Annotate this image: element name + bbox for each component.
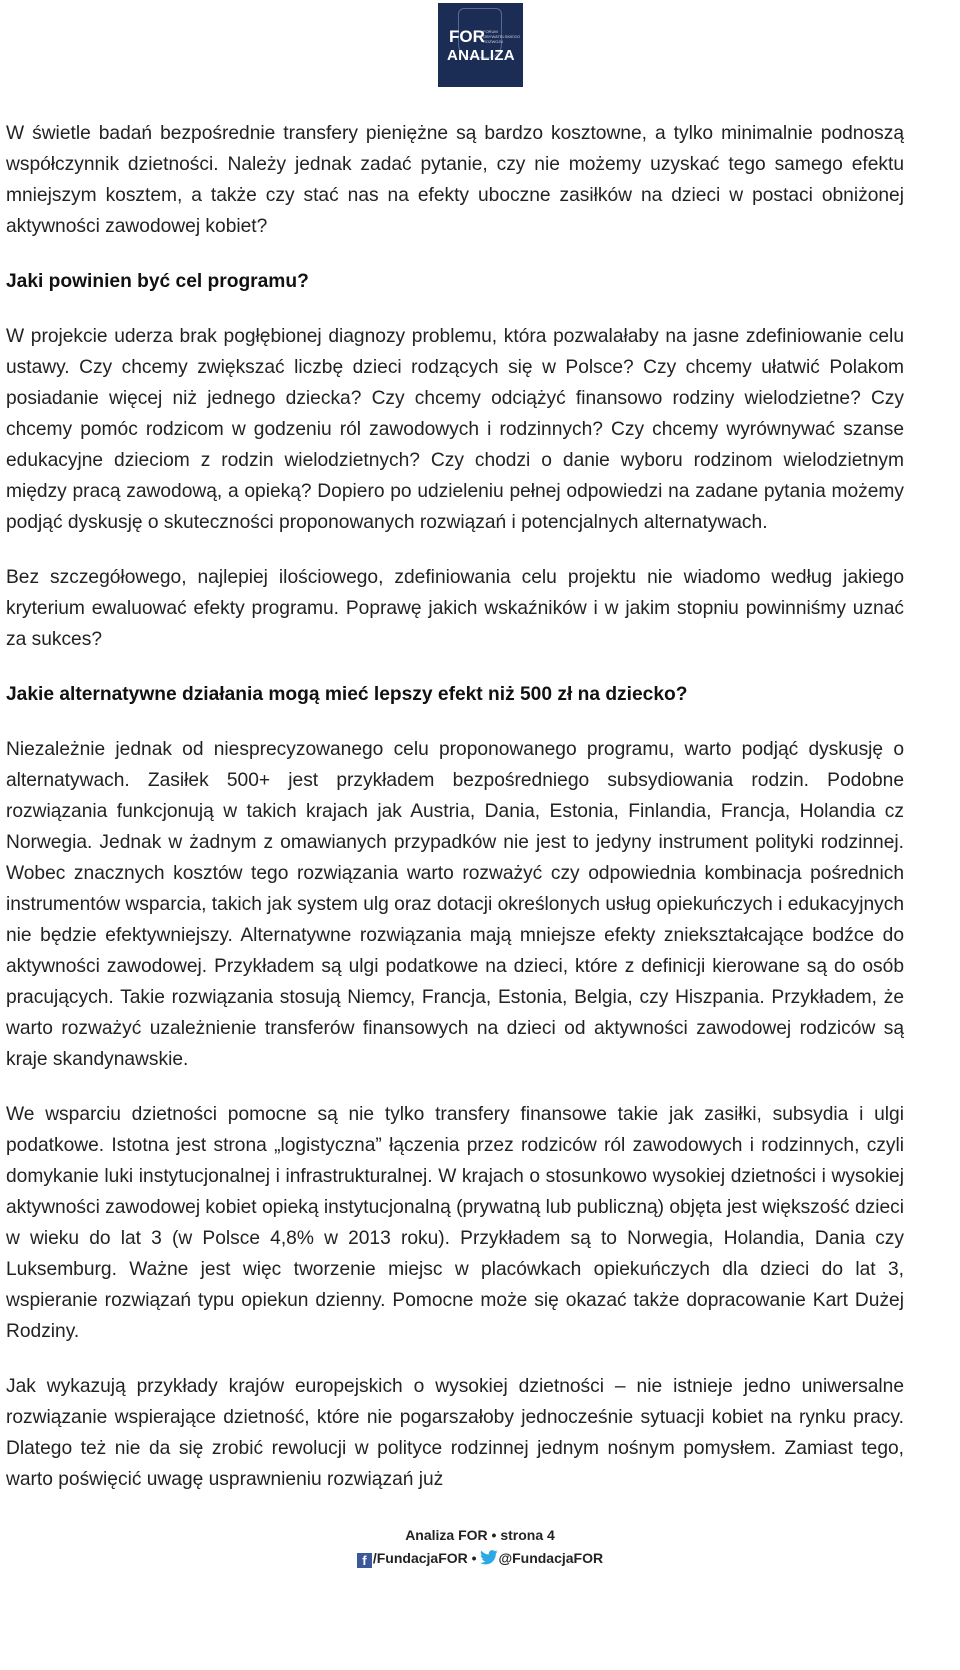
page-number-label: Analiza FOR • strona 4 (405, 1527, 555, 1543)
paragraph: W świetle badań bezpośrednie transfery pieniężne są bardzo kosztowne, a tylko minimalnie podnoszą współczynnik dzietności. Należy jednak zadać pytanie, czy nie możemy uzyskać tego samego efektu mniejszym kosztem, a także czy stać nas na efekty uboczne zasiłków na dzieci w postaci obniżonej aktywności zawodowej kobiet? (6, 123, 904, 237)
twitter-icon (480, 1550, 498, 1565)
logo-analiza-text: ANALIZA (447, 47, 515, 64)
section-heading: Jakie alternatywne działania mogą mieć lepszy efekt niż 500 zł na dziecko? (6, 684, 688, 705)
document-body (6, 118, 904, 1495)
paragraph: Niezależnie jednak od niesprecyzowanego celu proponowanego programu, warto podjąć dyskusję o alternatywach. Zasiłek 500+ jest przykładem bezpośredniego subsydiowania rodzin. Podobne rozwiązania funkcjonują w takich krajach jak Austria, Dania, Estonia, Finlandia, Francja, Holandia cz Norwegia. Jednak w żadnym z omawianych przypadków nie jest to jedyny instrument polityki rodzinnej. Wobec znacznych kosztów tego rozwiązania warto rozważyć czy odpowiednia kombinacja pośrednich instrumentów wsparcia, takich jak system ulg oraz dotacji określonych usług opiekuńczych i edukacyjnych nie będzie efektywniejszy. Alternatywne rozwiązania mają mniejsze efekty zniekształcające bodźce do aktywności zawodowej. Przykładem są ulgi podatkowe na dzieci, które z definicji kierowane są do osób pracujących. Takie rozwiązania stosują Niemcy, Francja, Estonia, Belgia, czy Hiszpania. Przykładem, że warto rozważyć uzależnienie transferów finansowych na dzieci od aktywności zawodowej rodziców są kraje skandynawskie. (6, 739, 904, 1070)
section-heading: Jaki powinien być cel programu? (6, 271, 309, 292)
footer-separator: • (471, 1550, 477, 1566)
facebook-icon: f (357, 1553, 372, 1568)
page-footer (0, 1527, 960, 1543)
facebook-handle[interactable]: /FundacjaFOR (372, 1550, 468, 1566)
for-analiza-logo (438, 3, 523, 87)
paragraph: Bez szczegółowego, najlepiej ilościowego, zdefiniowania celu projektu nie wiadomo według jakiego kryterium ewaluować efekty programu. Poprawę jakich wskaźników i w jakim stopniu powinniśmy uznać za sukces? (6, 567, 904, 650)
logo-for-text: FOR (449, 27, 485, 46)
logo-subtitle: FORUM OBYWATELSKIEGO ROZWOJU (483, 29, 521, 44)
twitter-handle[interactable]: @FundacjaFOR (498, 1550, 604, 1566)
paragraph: Jak wykazują przykłady krajów europejskich o wysokiej dzietności – nie istnieje jedno uniwersalne rozwiązanie wspierające dzietność, które nie pogarszałoby jednocześnie sytuacji kobiet na rynku pracy. Dlatego też nie da się zrobić rewolucji w polityce rodzinnej jednym nośnym pomysłem. Zamiast tego, warto poświęcić uwagę usprawnieniu rozwiązań już (6, 1376, 904, 1490)
paragraph: W projekcie uderza brak pogłębionej diagnozy problemu, która pozwalałaby na jasne zdefiniowanie celu ustawy. Czy chcemy zwiększać liczbę dzieci rodzących się w Polsce? Czy chcemy ułatwić Polakom posiadanie więcej niż jednego dziecka? Czy chcemy odciążyć finansowo rodziny wielodzietne? Czy chcemy pomóc rodzicom w godzeniu ról zawodowych i rodzinnych? Czy chcemy wyrównywać szanse edukacyjne dzieciom z rodzin wielodzietnych? Czy chodzi o danie wyboru rodzinom wielodzietnym między pracą zawodową, a opieką? Dopiero po udzieleniu pełnej odpowiedzi na zadane pytania możemy podjąć dyskusję o skuteczności proponowanych rozwiązań i potencjalnych alternatywach. (6, 326, 904, 533)
paragraph: We wsparciu dzietności pomocne są nie tylko transfery finansowe takie jak zasiłki, subsydia i ulgi podatkowe. Istotna jest strona „logistyczna” łączenia przez rodziców ról zawodowych i rodzinnych, czyli domykanie luki instytucjonalnej i infrastrukturalnej. W krajach o stosunkowo wysokiej dzietności i wysokiej aktywności zawodowej kobiet opieką instytucjonalną (prywatną lub publiczną) objęta jest większość dzieci w wieku do lat 3 (w Polsce 4,8% w 2013 roku). Przykładem są to Norwegia, Holandia, Dania czy Luksemburg. Ważne jest więc tworzenie miejsc w placówkach opiekuńczych dla dzieci do lat 3, wspieranie rozwiązań typu opiekun dzienny. Pomocne może się okazać także dopracowanie Kart Dużej Rodziny. (6, 1104, 905, 1342)
social-footer (0, 1550, 960, 1568)
